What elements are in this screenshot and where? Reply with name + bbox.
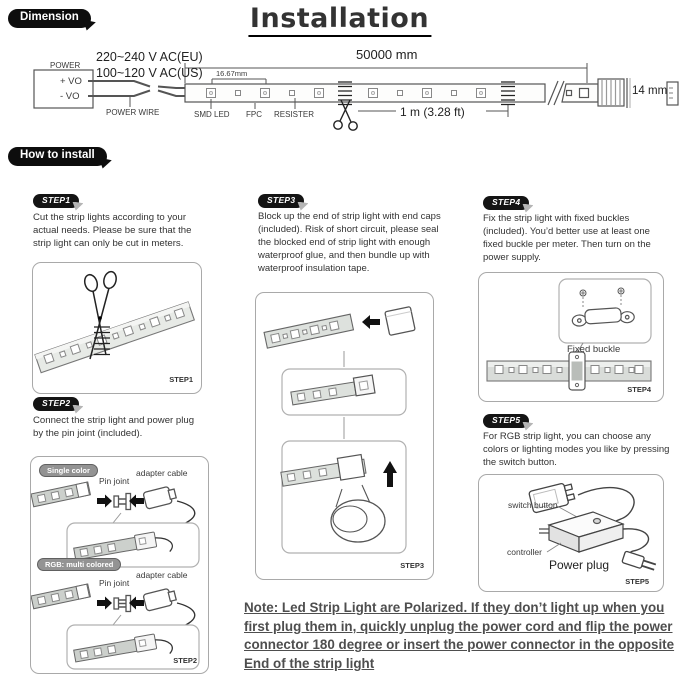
step4-buckle-illustration: [479, 273, 663, 401]
buckle-on-strip: [569, 352, 585, 390]
how-to-install-badge: How to install: [8, 147, 107, 166]
step2-text: Connect the strip light and power plug by the pin joint (included).: [33, 415, 195, 440]
step4-text: Fix the strip light with fixed buckles (included). You’d better use at least one fixed buckle per meter. Then turn on the power supply.: [483, 213, 651, 263]
step1-figure-label: STEP1: [169, 375, 193, 384]
rgb-multi-colored-badge: RGB: multi colored: [37, 558, 121, 571]
polarity-note: Note: Led Strip Light are Polarized. If they don’t light up when you first plug them in, quickly unplug the power cord and flip the power connector 180 degree or insert the power connector in the opposite End of the strip light: [244, 600, 675, 671]
voltage-eu-label: 220~240 V AC(EU): [96, 50, 203, 64]
cut-unit-label: 1 m (3.28 ft): [400, 105, 465, 119]
step1-text: Cut the strip lights according to your actual needs. Please be sure that the strip light can only be cut in meters.: [33, 212, 192, 250]
step3-endcap-illustration: [256, 293, 433, 579]
switch-button-label: switch button: [508, 500, 558, 510]
step4-badge: STEP4: [483, 196, 529, 210]
adapter-cable-label: adapter cable: [136, 570, 188, 580]
power-plug-label: Power plug: [549, 558, 610, 572]
step3-figure-label: STEP3: [400, 561, 424, 570]
step5-badge: STEP5: [483, 414, 529, 428]
smd-led-label: SMD LED: [194, 110, 230, 119]
negative-terminal-label: - VO: [60, 91, 80, 102]
controller-icon: [539, 512, 623, 552]
adapter-cable-label: adapter cable: [136, 468, 188, 478]
total-length-label: 50000 mm: [356, 47, 418, 62]
step2-figure-label: STEP2: [173, 656, 197, 665]
positive-terminal-label: + VO: [60, 76, 82, 87]
step1-cutting-illustration: [33, 263, 201, 393]
led-pitch-label: 16.67mm: [216, 69, 248, 78]
step5-text: For RGB strip light, you can choose any colors or lighting modes you like by pressing the switch button.: [483, 431, 670, 468]
power-wire-label: POWER WIRE: [106, 108, 160, 117]
step1-badge: STEP1: [33, 194, 79, 208]
wall-plug-icon: [622, 551, 657, 573]
step1-figure: [32, 262, 202, 394]
step4-figure: [478, 272, 664, 402]
tape-roll-icon: [331, 500, 385, 542]
voltage-us-label: 100~120 V AC(US): [96, 66, 203, 80]
strip-width-label: 14 mm: [632, 85, 668, 97]
step5-figure-label: STEP5: [625, 577, 649, 586]
tape-wrap: [337, 455, 364, 480]
arrow-left-icon: [129, 597, 144, 610]
arrow-left-icon: [362, 315, 380, 329]
arrow-left-icon: [129, 495, 144, 508]
page-title: Installation: [248, 3, 431, 37]
resister-label: RESISTER: [274, 110, 315, 119]
fpc-label: FPC: [246, 110, 262, 119]
step4-figure-label: STEP4: [627, 385, 651, 394]
fixed-buckle-label: Fixed buckle: [567, 344, 621, 355]
step2-badge: STEP2: [33, 397, 79, 411]
adapter-icon: [143, 485, 177, 509]
controller-label: controller: [507, 547, 542, 557]
step3-badge: STEP3: [258, 194, 304, 208]
pin-joint-label: Pin joint: [99, 578, 130, 588]
dimension-badge: Dimension: [8, 9, 91, 28]
step5-controller-illustration: [479, 475, 663, 591]
switch-button-icon: [594, 519, 601, 524]
step5-figure: [478, 474, 664, 592]
arrow-right-icon: [97, 495, 112, 508]
adapter-icon: [143, 587, 177, 611]
step2-figure: [30, 456, 209, 674]
pin-joint-label: Pin joint: [99, 476, 130, 486]
pin-joint-4pin-icon: [114, 596, 131, 612]
arrow-right-icon: [97, 597, 112, 610]
step3-figure: [255, 292, 434, 580]
step3-text: Block up the end of strip light with end caps (included). Risk of short circuit, please seal the blocked end of strip light with enough waterproof glue, and then bundle up with waterproof insulation tape.: [258, 211, 441, 274]
power-label: POWER: [50, 61, 81, 70]
single-color-badge: Single color: [39, 464, 98, 477]
end-cap-icon: [385, 307, 415, 336]
pin-joint-icon: [114, 494, 131, 510]
